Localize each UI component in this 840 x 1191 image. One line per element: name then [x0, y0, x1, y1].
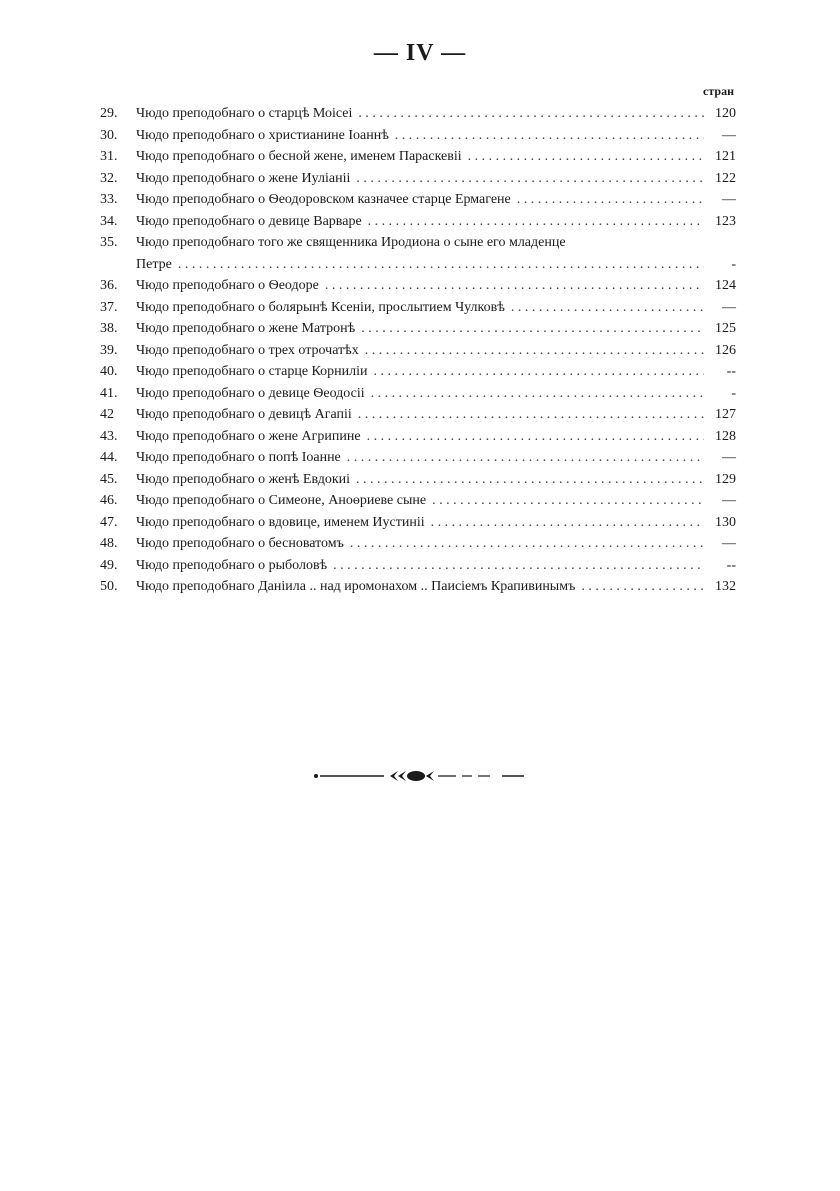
toc-entry: [100, 447, 736, 469]
page-header: — IV —: [373, 40, 467, 66]
toc-entry-title: Чюдо преподобнаго о жене Матронѣ: [136, 321, 356, 336]
dot-leader: [333, 555, 704, 577]
toc-entry: [100, 168, 736, 190]
toc-entry-number: 45.: [100, 471, 118, 487]
toc-entry-page: 130: [715, 514, 736, 530]
toc-entry-number: 49.: [100, 557, 118, 573]
toc-entry: [100, 211, 736, 233]
dot-leader: [356, 469, 704, 491]
toc-entry-number: 46.: [100, 493, 118, 508]
toc-entry-page: 132: [715, 579, 736, 594]
toc-entry-title: Чюдо преподобнаго о вдовице, именем Иустиніі: [136, 514, 425, 530]
toc-entry: [100, 318, 736, 340]
toc-entry-number: 33.: [100, 192, 118, 207]
dot-leader: [371, 383, 704, 405]
toc-entry-title: Чюдо преподобнаго о бесной жене, именем Параскевіі: [136, 149, 462, 164]
toc-entry-page: --: [726, 364, 736, 379]
dot-leader: [581, 576, 704, 598]
toc-entry-page: 127: [715, 407, 736, 422]
toc-entry-title: Чюдо преподобнаго о старцѣ Моісеі: [136, 106, 353, 121]
toc-entry-title: Чюдо преподобнаго о девице Варваре: [136, 213, 362, 229]
toc-entry-page: 121: [715, 149, 736, 164]
dot-leader: [431, 512, 704, 534]
toc-entry: [100, 232, 736, 254]
toc-entry-page: 124: [715, 278, 736, 293]
toc-entry-page: 129: [715, 471, 736, 487]
toc-entry-number: 32.: [100, 170, 118, 186]
toc-entry-continuation: Петре: [136, 256, 172, 272]
dot-leader: [395, 125, 704, 147]
toc-entry: [100, 275, 736, 297]
toc-entry-continuation-line: [100, 254, 736, 276]
toc-entry-page: 125: [715, 321, 736, 336]
toc-entry-page: —: [722, 450, 736, 465]
toc-entry-title: Чюдо преподобнаго о рыболовѣ: [136, 557, 328, 573]
dot-leader: [358, 404, 704, 426]
toc-entry-title: Чюдо преподобнаго о девице Ѳеодосіі: [136, 385, 365, 401]
toc-entry-page: 126: [715, 342, 736, 358]
toc-entry-title: Чюдо преподобнаго о трех отрочатѣх: [136, 342, 359, 358]
dot-leader: [356, 168, 704, 190]
dot-leader: [365, 340, 704, 362]
toc-entry-number: 34.: [100, 213, 118, 229]
toc-entry-title: Чюдо преподобнаго о Ѳеодоровском казначее старце Ермагене: [136, 192, 511, 207]
dot-leader: [374, 361, 704, 383]
toc-entry-page: —: [722, 536, 736, 551]
toc-entry-number: 48.: [100, 536, 118, 551]
toc-entry-page: 122: [715, 170, 736, 186]
toc-entry-number: 31.: [100, 149, 118, 164]
toc-entry: [100, 404, 736, 426]
toc-entry: [100, 189, 736, 211]
toc-entry-page: —: [722, 299, 736, 315]
dot-leader: [468, 146, 704, 168]
toc-entry-title: Чюдо преподобнаго о бесноватомъ: [136, 536, 344, 551]
toc-entry: [100, 383, 736, 405]
toc-entry-page: —: [722, 493, 736, 508]
toc-entry-number: 44.: [100, 450, 118, 465]
toc-entry: [100, 297, 736, 319]
page-column-label: стран: [703, 84, 734, 98]
toc-entry: [100, 340, 736, 362]
toc-entry-number: 30.: [100, 127, 118, 143]
toc-entry-page: 128: [715, 428, 736, 444]
toc-entry-number: 39.: [100, 342, 118, 358]
toc-entry: [100, 533, 736, 555]
toc-entry-title: Чюдо преподобнаго о христианине Іоаннѣ: [136, 127, 389, 143]
toc-entry-title: Чюдо преподобнаго о женѣ Евдокиі: [136, 471, 351, 487]
toc-entry: [100, 469, 736, 491]
dot-leader: [361, 318, 704, 340]
dot-leader: [432, 490, 704, 512]
toc-entry: [100, 361, 736, 383]
toc-entry-number: 38.: [100, 321, 118, 336]
toc-entry-title: Чюдо преподобнаго о попѣ Іоанне: [136, 450, 341, 465]
toc-entry-page: -: [731, 385, 736, 401]
toc-entry: [100, 103, 736, 125]
toc-entry: [100, 125, 736, 147]
toc-entry-number: 41.: [100, 385, 118, 401]
toc-entry-page: -: [731, 256, 736, 272]
toc-entry-number: 43.: [100, 428, 118, 444]
ornament-divider: [0, 768, 840, 788]
dot-leader: [325, 275, 704, 297]
dot-leader: [511, 297, 704, 319]
dot-leader: [517, 189, 704, 211]
toc-entry-page: 120: [715, 106, 736, 121]
toc-entry-title: Чюдо преподобнаго о Симеоне, Аноѳриеве сыне: [136, 493, 427, 508]
toc-entry-number: 47.: [100, 514, 118, 530]
dot-leader: [367, 426, 704, 448]
toc-entry-title: Чюдо преподобнаго о Ѳеодоре: [136, 278, 319, 293]
toc-entry-title: Чюдо преподобнаго о болярынѣ Ксеніи, прослытием Чулковѣ: [136, 299, 505, 315]
dot-leader: [347, 447, 704, 469]
toc-entry: [100, 426, 736, 448]
toc-entry-number: 42: [100, 407, 114, 422]
toc-entry: [100, 512, 736, 534]
dot-leader: [350, 533, 704, 555]
toc-entry-number: 40.: [100, 364, 118, 379]
toc-entry: [100, 146, 736, 168]
toc-entry: [100, 555, 736, 577]
toc-entry-page: —: [722, 192, 736, 207]
ornament-icon: [310, 768, 530, 784]
toc-entry-title: Чюдо преподобнаго того же священника Иродиона о сыне его младенце: [136, 235, 566, 250]
toc-entry-number: 50.: [100, 579, 118, 594]
table-of-contents: [100, 103, 736, 598]
toc-entry-page: —: [722, 127, 736, 143]
toc-entry-page: 123: [715, 213, 736, 229]
toc-entry-page: --: [726, 557, 736, 573]
toc-entry-number: 29.: [100, 106, 118, 121]
toc-entry-title: Чюдо преподобнаго Даніила .. над иромонахом .. Паисіемъ Крапивинымъ: [136, 579, 576, 594]
toc-entry: [100, 576, 736, 598]
toc-entry-title: Чюдо преподобнаго о жене Иуліаніі: [136, 170, 351, 186]
toc-entry-title: Чюдо преподобнаго о девицѣ Агапіі: [136, 407, 352, 422]
toc-entry-title: Чюдо преподобнаго о старце Корниліи: [136, 364, 368, 379]
dot-leader: [178, 254, 704, 276]
toc-entry-number: 37.: [100, 299, 118, 315]
toc-entry-number: 36.: [100, 278, 118, 293]
toc-entry-number: 35.: [100, 235, 118, 250]
toc-entry-title: Чюдо преподобнаго о жене Агрипине: [136, 428, 361, 444]
toc-entry: [100, 490, 736, 512]
dot-leader: [368, 211, 704, 233]
dot-leader: [358, 103, 704, 125]
